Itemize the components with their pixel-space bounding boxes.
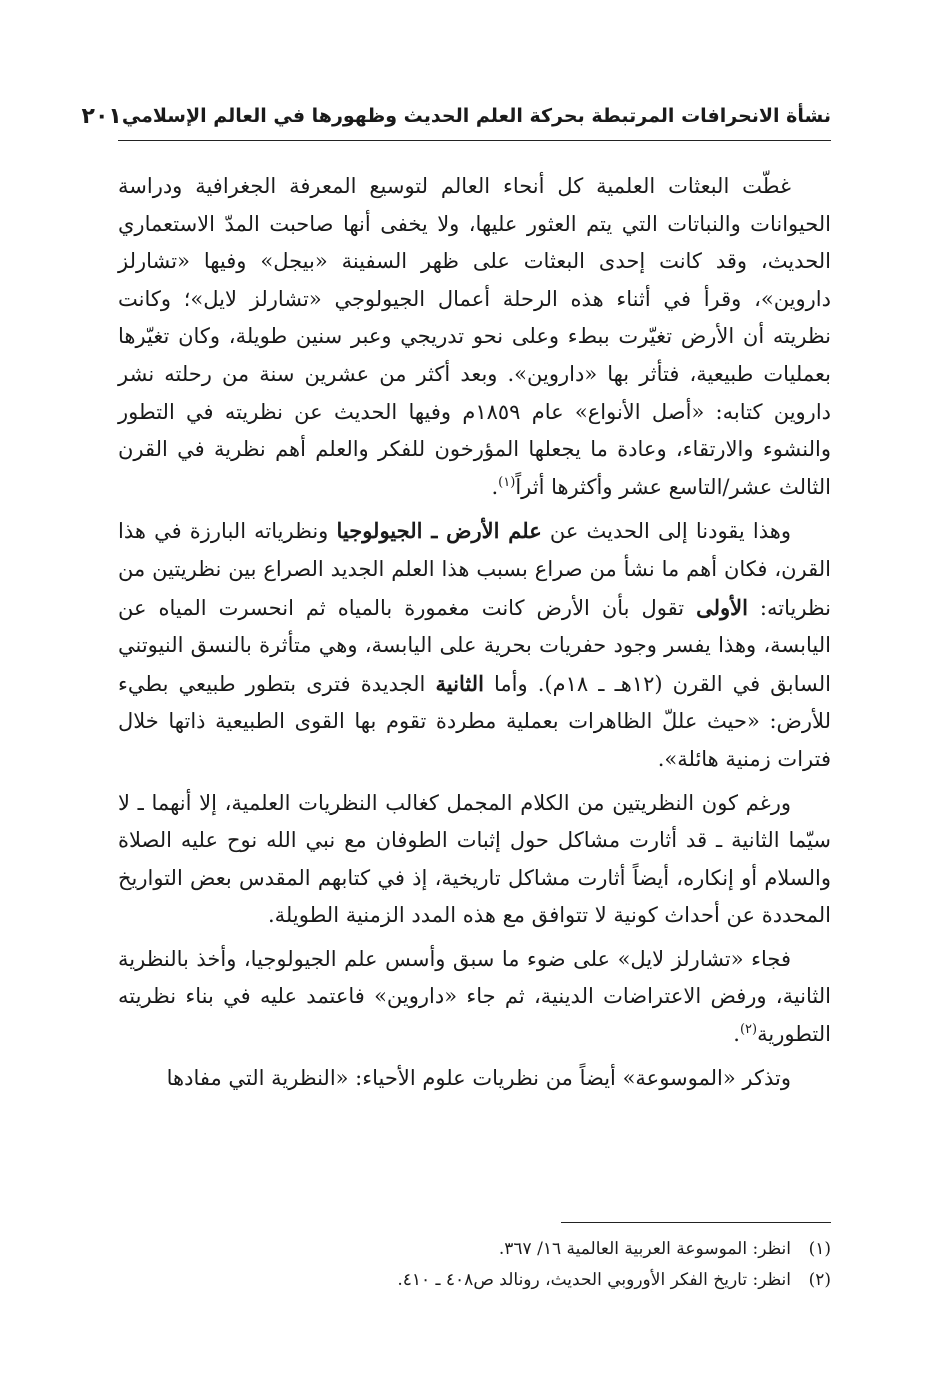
footnotes (118, 1234, 831, 1296)
body-text (118, 168, 831, 1103)
paragraph-2-part2: ونظرياته البارزة في هذا القرن، فكان أهم ما نشأ من صراع بسبب هذا العلم الجديد الصراع بين نظريتين من نظرياته: (118, 519, 831, 620)
term-second: الثانية (435, 670, 484, 696)
footnote-text: انظر: تاريخ الفكر الأوروبي الحديث، رونالد ص٤٠٨ ـ ٤١٠. (397, 1270, 791, 1290)
term-geology: علم الأرض ـ الجيولوجيا (336, 518, 542, 544)
paragraph-4 (118, 941, 831, 1054)
paragraph-2 (118, 512, 831, 778)
footnote-number: (١) (808, 1239, 831, 1259)
period: . (491, 474, 499, 499)
paragraph-5 (118, 1060, 831, 1098)
paragraph-2-part1: وهذا يقودنا إلى الحديث عن (541, 519, 792, 544)
paragraph-1-text: غطّت البعثات العلمية كل أنحاء العالم لتوسيع المعرفة الجغرافية ودراسة الحيوانات والنباتات التي يتم العثور عليها، ولا يخفى أنها صاحبت المدّ الاستعماري الحديث، وقد كانت إحدى البعثات على ظهر السفينة «بيجل» وفيها «تشارلز داروين»، وقرأ في أثناء هذه الرحلة أعمال الجيولوجي «تشارلز لايل»؛ وكانت نظريته أن الأرض تغيّرت ببطء وعلى نحو تدريجي وعبر سنين طويلة، وكان تغيّرها بعمليات طبيعية، فتأثر بها «داروين». وبعد أكثر من عشرين سنة من رحلته نشر داروين كتابه: «أصل الأنواع» عام ١٨٥٩م وفيها الحديث عن نظريته في التطور والنشوء والارتقاء، وعادة ما يجعلها المؤرخون للفكر والعلم أهم نظرية في القرن الثالث عشر/التاسع عشر وأكثرها أثراً (118, 174, 832, 499)
page-number: ٢٠١ (81, 103, 122, 129)
paragraph-1 (118, 168, 831, 506)
footnote-rule (561, 1222, 831, 1223)
term-first: الأولى (696, 594, 748, 620)
footnote-ref-2[interactable]: (٢) (739, 1022, 758, 1038)
footnote-ref-1[interactable]: (١) (498, 474, 516, 490)
paragraph-2-part4: الجديدة فترى بتطور طبيعي بطيء للأرض: «حيث عللّ الظاهرات بعملية مطردة تقوم بها القوى الطبيعية ذاتها خلال فترات زمنية هائلة». (118, 671, 831, 771)
running-title: نشأة الانحرافات المرتبطة بحركة العلم الحديث وظهورها في العالم الإسلامي (121, 105, 831, 127)
paragraph-2-part3: تقول بأن الأرض كانت مغمورة بالمياه ثم انحسرت المياه عن اليابسة، وهذا يفسر وجود حفريات بحرية على اليابسة، وهي متأثرة بالنسق النيوتني السابق في القرن (١٢هـ ـ ١٨م). وأما (118, 595, 832, 696)
paragraph-3-text: ورغم كون النظريتين من الكلام المجمل كغالب النظريات العلمية، إلا أنهما ـ لا سيّما الثانية ـ قد أثارت مشاكل حول إثبات الطوفان مع نبي الله نوح عليه الصلاة والسلام أو إنكاره، أيضاً أثارت مشاكل تاريخية، إذ في كتابهم المقدس بعض التواريخ المحددة عن أحداث كونية لا تتوافق مع هذه المدد الزمنية الطويلة. (118, 790, 831, 928)
page-header (81, 96, 831, 136)
footnote-2 (118, 1265, 831, 1296)
paragraph-5-text: وتذكر «الموسوعة» أيضاً من نظريات علوم الأحياء: «النظرية التي مفادها (166, 1065, 791, 1090)
footnote-1 (118, 1234, 831, 1265)
header-rule (118, 140, 831, 141)
paragraph-3 (118, 785, 831, 935)
period: . (733, 1022, 740, 1047)
footnote-number: (٢) (808, 1270, 831, 1290)
paragraph-4-text: فجاء «تشارلز لايل» على ضوء ما سبق وأسس علم الجيولوجيا، وأخذ بالنظرية الثانية، ورفض الاعتراضات الدينية، ثم جاء «داروين» فاعتمد عليه في بناء نظريته التطورية (118, 946, 831, 1047)
footnote-text: انظر: الموسوعة العربية العالمية ١٦/ ٣٦٧. (498, 1239, 791, 1259)
